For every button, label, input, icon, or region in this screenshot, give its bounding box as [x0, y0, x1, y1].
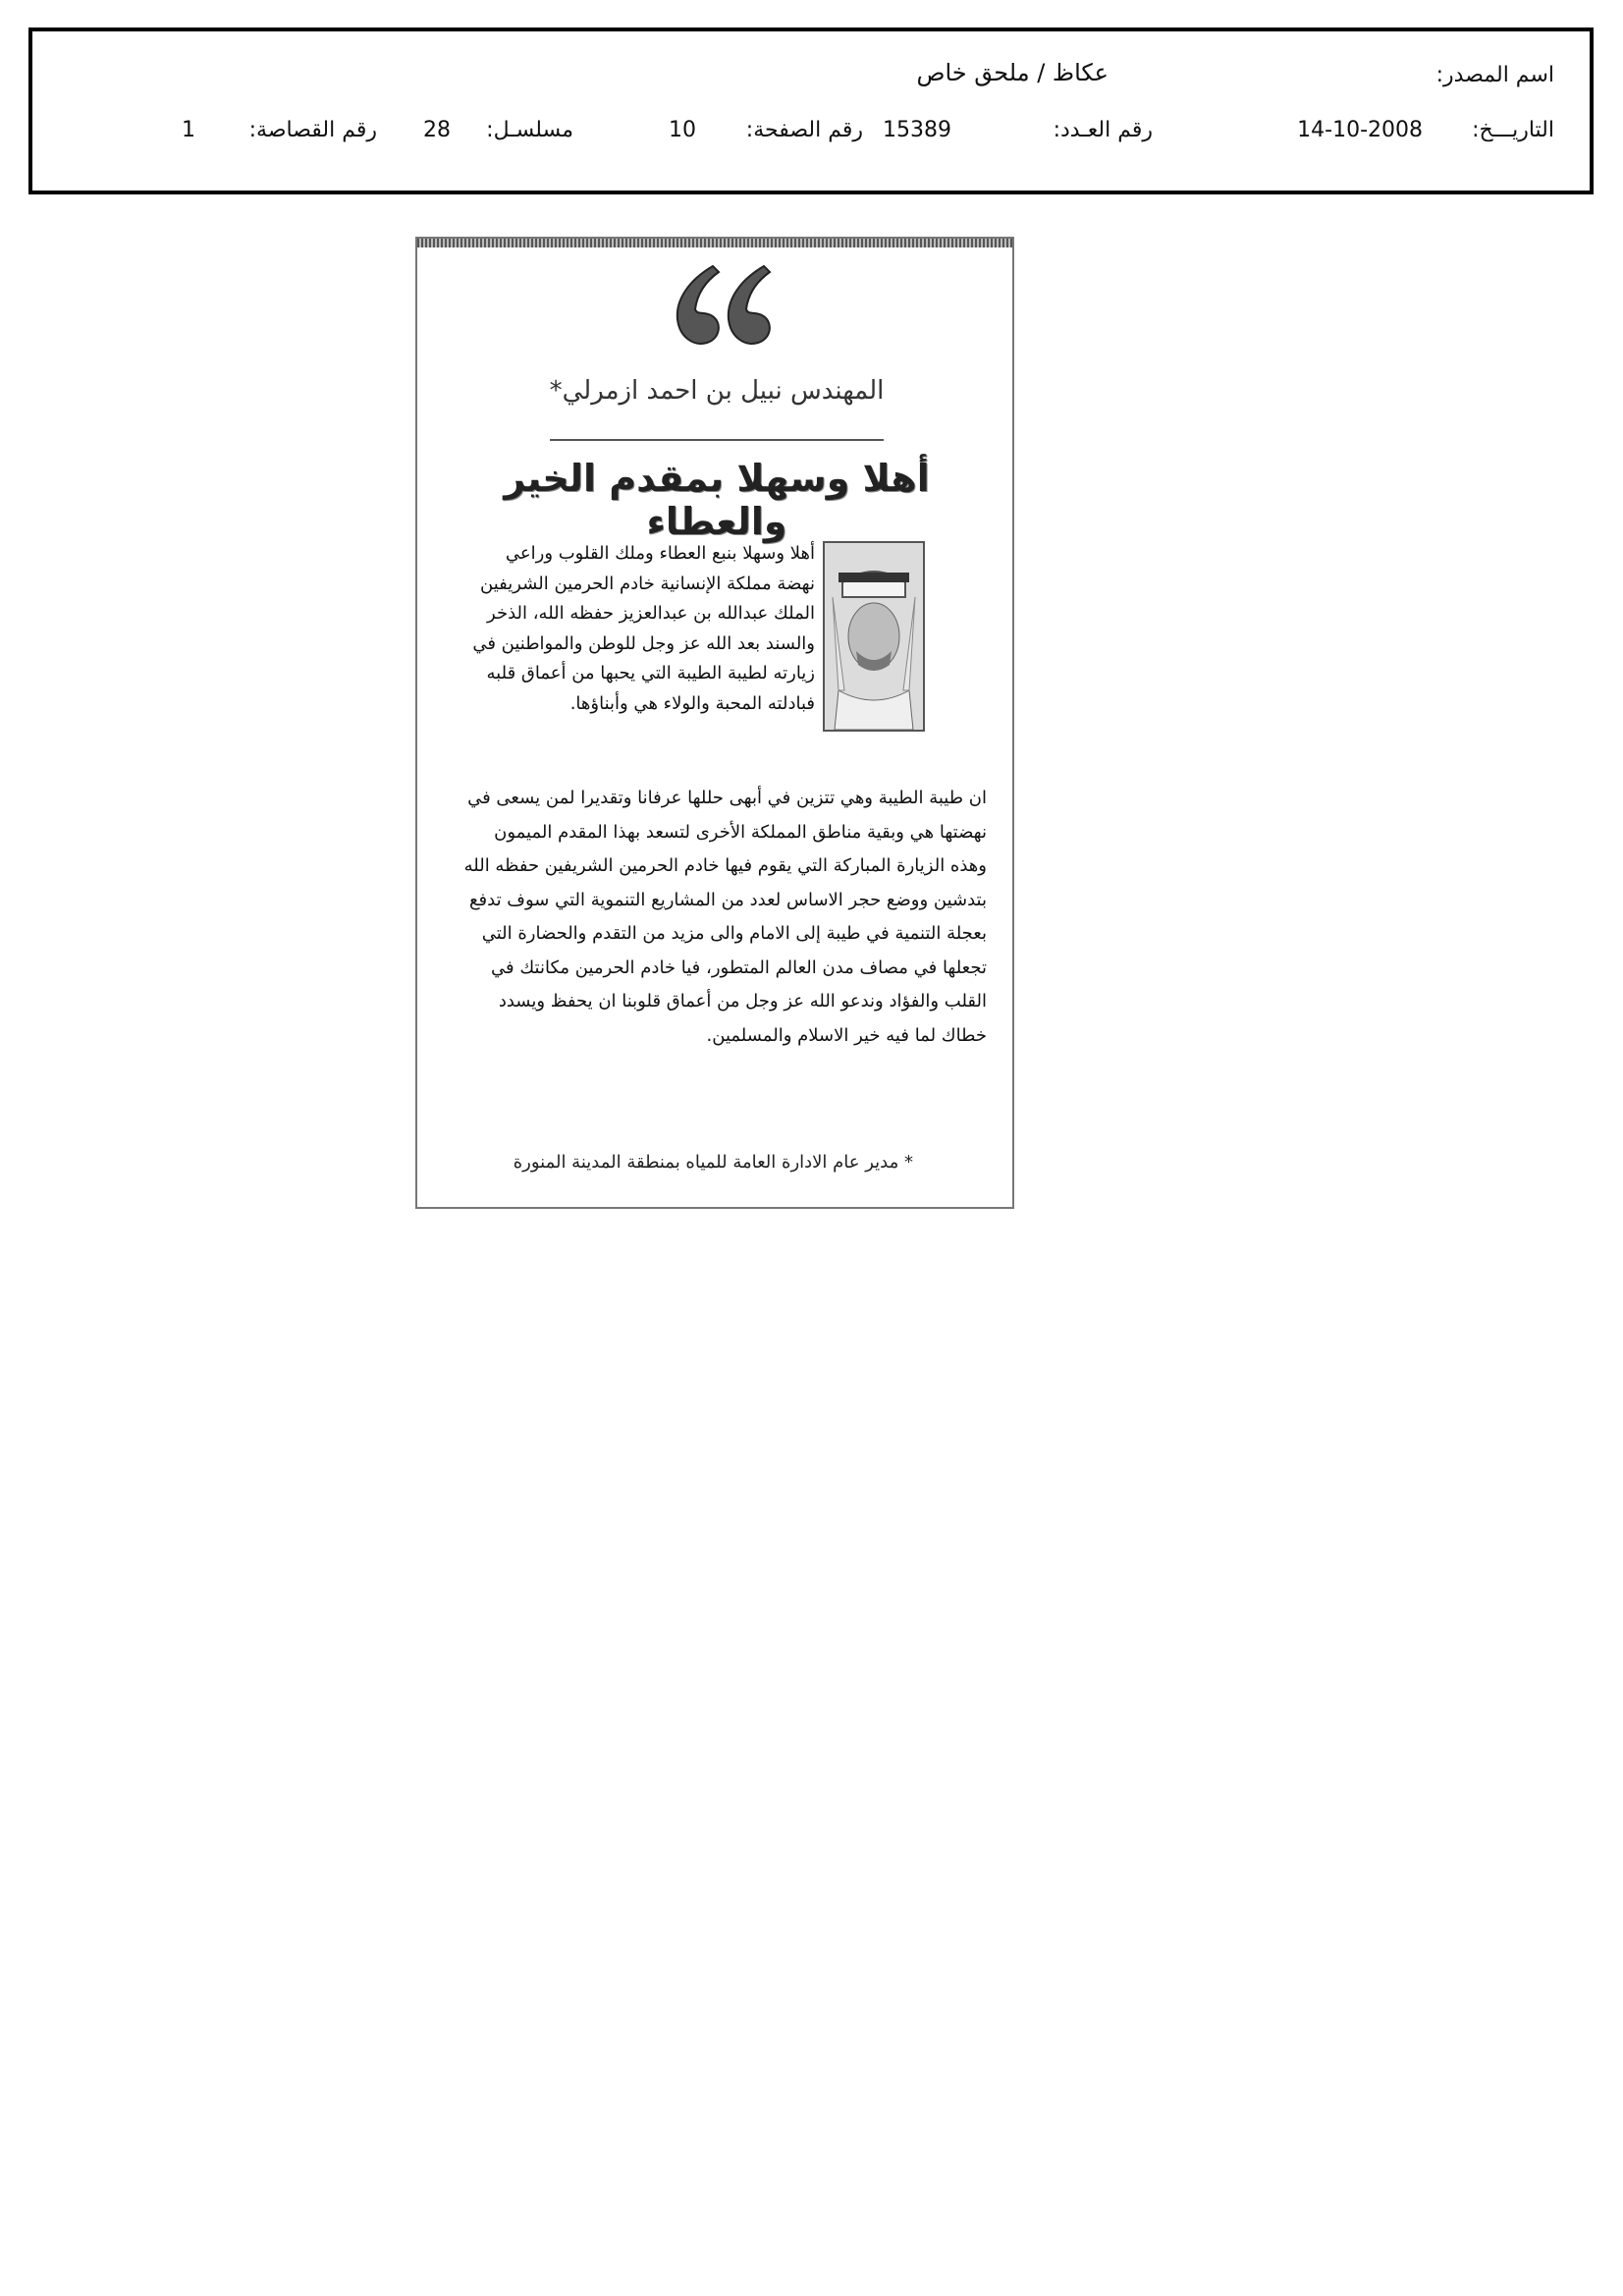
article-body-paragraph: ان طيبة الطيبة وهي تتزين في أبهى حللها عرفانا وتقديرا لمن يسعى في نهضتها هي وبقية مناطق المملكة الأخرى لتسعد بهذا المقدم الميمون وهذه الزيارة المباركة التي يقوم فيها خادم الحرمين الشريفين حفظه الله بتدشين ووضع حجر الاساس لعدد من المشاريع التنموية التي سوف تدفع بعجلة التنمية في طيبة إلى الامام والى مزيد من التقدم والحضارة التي تجعلها في مصاف مدن العالم المتطور، فيا خادم الحرمين مكانتك في القلب والفؤاد وندعو الله عز وجل من أعماق قلوبنا ان يحفظ ويسدد خطاك لما فيه خير الاسلام والمسلمين. — [463, 788, 987, 1046]
serial-label: مسلسـل: — [486, 118, 573, 142]
issue-value: 15389 — [883, 118, 951, 142]
divider — [550, 439, 884, 441]
source-label: اسم المصدر: — [1435, 63, 1554, 87]
author-photo — [823, 541, 925, 732]
quotation-mark-icon — [668, 260, 776, 354]
clipping-top-border — [417, 239, 1012, 247]
date-value: 14-10-2008 — [1297, 118, 1423, 142]
article-headline: أهلا وسهلا بمقدم الخير والعطاء — [504, 457, 930, 543]
page-label: رقم الصفحة: — [745, 118, 863, 142]
article-intro-paragraph: أهلا وسهلا بنبع العطاء وملك القلوب وراعي نهضة مملكة الإنسانية خادم الحرمين الشريفين الملك عبدالله بن عبدالعزيز حفظه الله، الذخر والسند بعد الله عز وجل للوطن والمواطنين في زيارته لطيبة الطيبة التي يحبها من أعماق قلبه فبادلته المحبة والولاء هي وأبناؤها. — [472, 543, 815, 714]
clipping-header — [28, 27, 1594, 194]
serial-value: 28 — [423, 118, 451, 142]
issue-label: رقم العـدد: — [1053, 118, 1153, 142]
clip-value: 1 — [182, 118, 195, 142]
portrait-image — [825, 543, 923, 730]
newspaper-clipping — [415, 237, 1014, 1209]
article-author: المهندس نبيل بن احمد ازمرلي* — [549, 376, 885, 406]
source-value: عكاظ / ملحق خاص — [916, 59, 1109, 86]
clip-label: رقم القصاصة: — [248, 118, 377, 142]
page-value: 10 — [669, 118, 696, 142]
author-footnote: * مدير عام الادارة العامة للمياه بمنطقة المدينة المنورة — [513, 1152, 913, 1173]
date-label: التاريـــخ: — [1472, 118, 1554, 142]
